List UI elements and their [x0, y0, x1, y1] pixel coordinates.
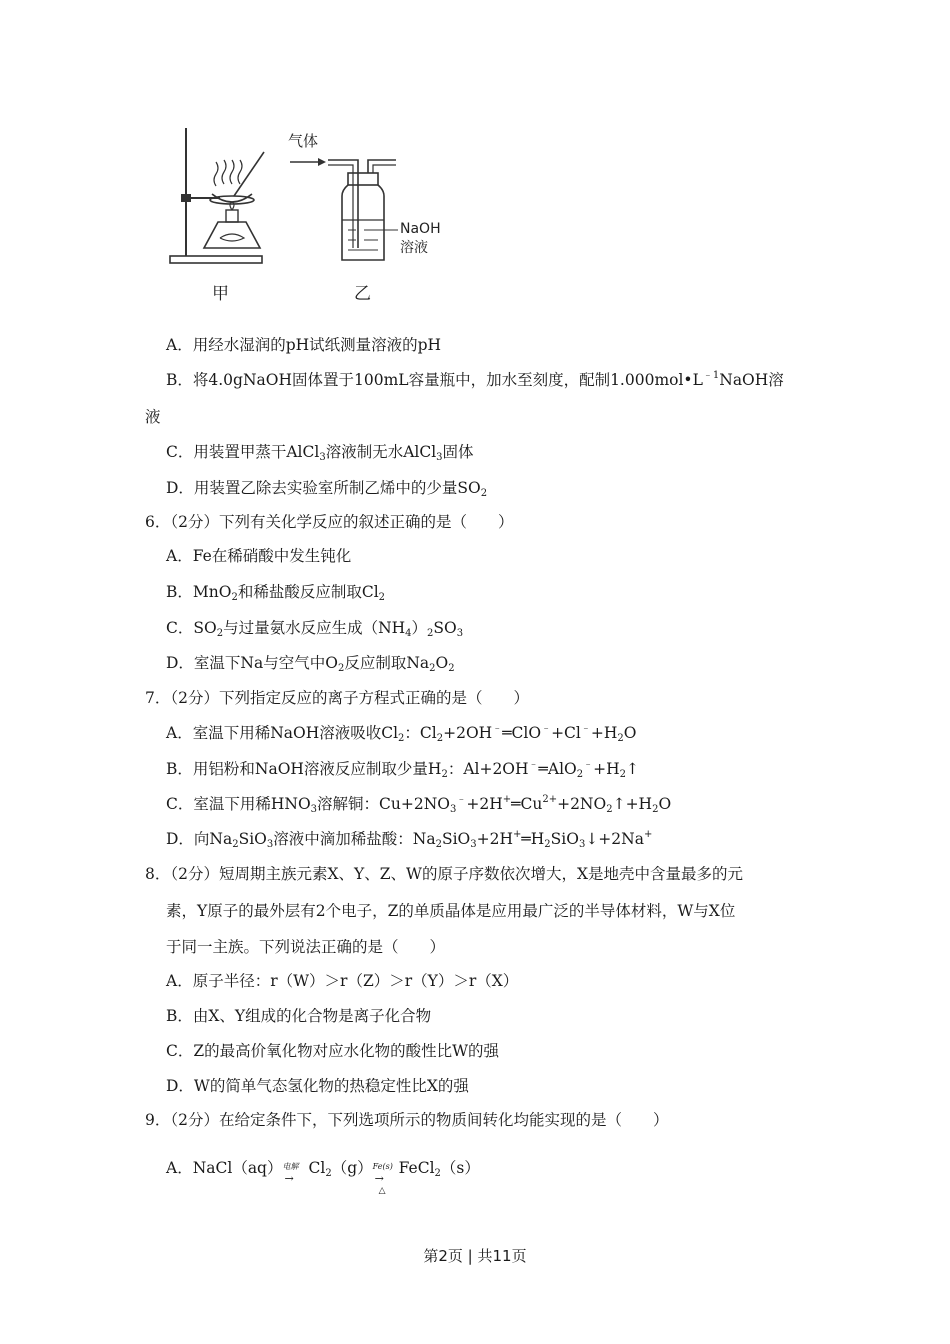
q7-option-d: D．向$Na_2SiO_3$溶液中滴加稀盐酸：$Na_2SiO_3+2H^+═H_2SiO_3↓+2Na^+$ — [166, 829, 653, 850]
naoh-label: NaOH — [400, 221, 441, 237]
q8-stem-line2: 素，Y原子的最外层有2个电子，Z的单质晶体是应用最广泛的半导体材料，W与X位 — [166, 902, 736, 920]
condition-arrow-iron-heat: Fe(s) → △ — [372, 1162, 393, 1196]
q5-option-a: A．用经水湿润的pH试纸测量溶液的pH — [166, 336, 442, 354]
q6-option-a: A．Fe在稀硝酸中发生钝化 — [166, 547, 352, 565]
q6-option-b: B．MnO$_2$和稀盐酸反应制取$Cl_2$ — [166, 583, 386, 603]
apparatus-figure — [160, 118, 460, 308]
condition-arrow-electrolysis: 电解 → — [282, 1162, 299, 1185]
q6-stem: 6．（2分）下列有关化学反应的叙述正确的是（ ） — [145, 513, 514, 531]
apparatus-yi-label: 乙 — [354, 284, 371, 304]
q7-option-a: A．室温下用稀NaOH溶液吸收$Cl_2$：$Cl_2+2OH^﹣═ClO^﹣+Cl^﹣+H_2O$ — [166, 723, 637, 744]
q8-option-a: A．原子半径：r（W）＞r（Z）＞r（Y）＞r（X） — [166, 972, 519, 990]
q5-option-b-cont: 液 — [145, 408, 161, 426]
q6-option-c: C．$SO_2$与过量氨水反应生成$(NH_4)_2SO_3$ — [166, 619, 464, 639]
page-footer: 第2页 | 共11页 — [423, 1247, 527, 1265]
q9-stem: 9．（2分）在给定条件下，下列选项所示的物质间转化均能实现的是（ ） — [145, 1111, 669, 1129]
q7-option-c: C．室温下用稀$HNO_3$溶解铜：$Cu+2NO_3^﹣+2H^+═Cu^{2+}+2NO_2↑+H_2O$ — [166, 794, 672, 815]
q8-option-c: C．Z的最高价氧化物对应水化物的酸性比W的强 — [166, 1042, 500, 1060]
q9-option-a: A．NaCl（aq） 电解 → $Cl_2(g)$ Fe(s) → △ FeCl$_2$（s） — [166, 1159, 480, 1196]
apparatus-jia-label: 甲 — [212, 284, 229, 304]
q8-option-b: B．由X、Y组成的化合物是离子化合物 — [166, 1007, 432, 1025]
solution-label: 溶液 — [400, 240, 428, 256]
q7-option-b: B．用铝粉和NaOH溶液反应制取少量$H_2$：$Al+2OH^﹣═AlO_2^﹣+H_2↑$ — [166, 759, 640, 780]
q8-option-d: D．W的简单气态氢化物的热稳定性比X的强 — [166, 1077, 469, 1095]
q5-option-b: B．将4.0gNaOH固体置于100mL容量瓶中，加水至刻度，配制$1.000mol•L^{﹣1}NaOH$溶 — [166, 370, 784, 389]
q6-option-d: D．室温下Na与空气中$O_2$反应制取$Na_2O_2$ — [166, 654, 455, 674]
q8-stem-line1: 8．（2分）短周期主族元素X、Y、Z、W的原子序数依次增大，X是地壳中含量最多的元 — [145, 865, 743, 883]
q5-option-d: D．用装置乙除去实验室所制乙烯中的少量$SO_2$ — [166, 479, 488, 499]
q8-stem-line3: 于同一主族。下列说法正确的是（ ） — [166, 938, 446, 956]
q7-stem: 7．（2分）下列指定反应的离子方程式正确的是（ ） — [145, 689, 529, 707]
gas-label: 气体 — [288, 132, 319, 150]
q5-option-c: C．用装置甲蒸干AlCl$_3$溶液制无水AlCl$_3$固体 — [166, 443, 474, 463]
